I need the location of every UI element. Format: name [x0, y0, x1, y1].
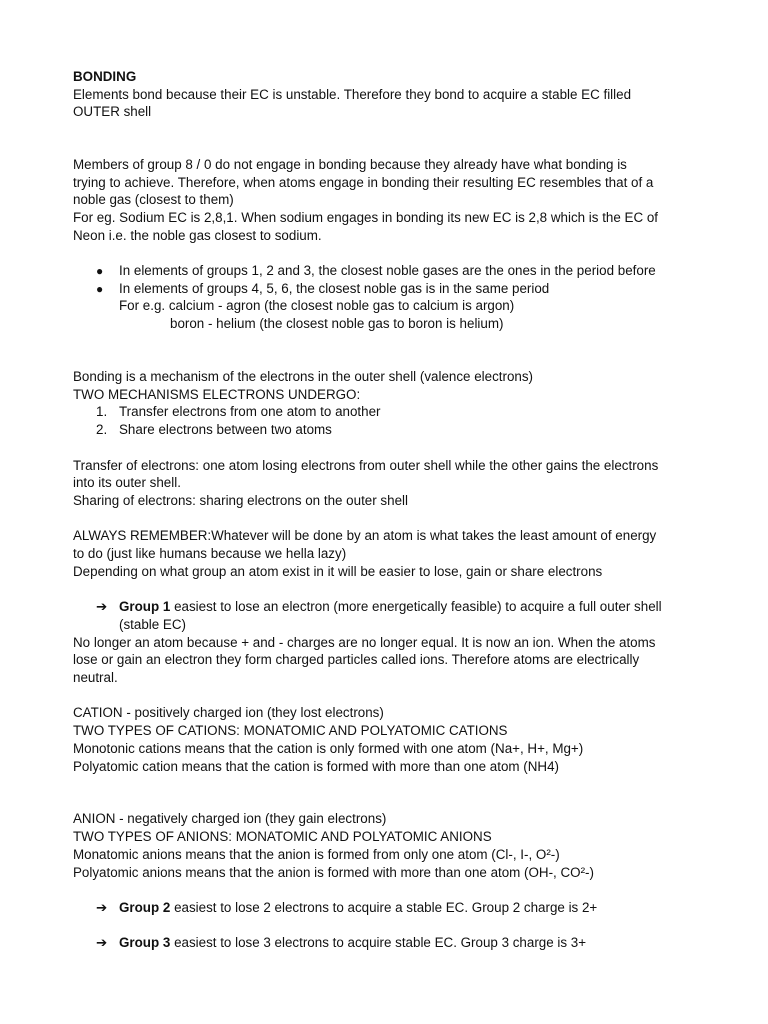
ion-line-1: No longer an atom because + and - charges are no longer equal. It is now an ion. When the atoms — [73, 635, 656, 650]
bullet-icon: ● — [96, 282, 104, 296]
numbered-item-1: Transfer electrons from one atom to another — [119, 404, 381, 419]
ion-line-2: lose or gain an electron they form charged particles called ions. Therefore atoms are electrically — [73, 652, 640, 667]
bullet-item-1: In elements of groups 1, 2 and 3, the closest noble gases are the ones in the period before — [119, 263, 656, 278]
anion-line-1: ANION - negatively charged ion (they gain electrons) — [73, 811, 387, 826]
mechanism-heading: TWO MECHANISMS ELECTRONS UNDERGO: — [73, 387, 361, 402]
arrow-icon: ➔ — [96, 599, 108, 614]
remember-line-3: Depending on what group an atom exist in it will be easier to lose, gain or share electrons — [73, 564, 603, 579]
cation-line-2: TWO TYPES OF CATIONS: MONATOMIC AND POLYATOMIC CATIONS — [73, 723, 508, 738]
remember-line-1: ALWAYS REMEMBER:Whatever will be done by an atom is what takes the least amount of energy — [73, 528, 657, 543]
example-line-2: boron - helium (the closest noble gas to boron is helium) — [170, 316, 504, 331]
group2-line — [119, 899, 597, 917]
anion-line-4: Polyatomic anions means that the anion is formed with more than one atom (OH-, CO²-) — [73, 865, 594, 880]
group1-continuation: (stable EC) — [119, 617, 186, 632]
list-number: 2. — [96, 422, 108, 437]
group1-line — [119, 598, 662, 616]
anion-line-2: TWO TYPES OF ANIONS: MONATOMIC AND POLYATOMIC ANIONS — [73, 829, 492, 844]
group8-line-5: Neon i.e. the noble gas closest to sodium. — [73, 228, 322, 243]
cation-line-4: Polyatomic cation means that the cation is formed with more than one atom (NH4) — [73, 759, 560, 774]
mechanism-line-1: Bonding is a mechanism of the electrons in the outer shell (valence electrons) — [73, 369, 533, 384]
group3-line — [119, 934, 586, 952]
numbered-item-2: Share electrons between two atoms — [119, 422, 332, 437]
anion-line-3: Monatomic anions means that the anion is formed from only one atom (Cl-, I-, O²-) — [73, 847, 560, 862]
group8-line-4: For eg. Sodium EC is 2,8,1. When sodium engages in bonding its new EC is 2,8 which is the EC of — [73, 210, 659, 225]
list-number: 1. — [96, 404, 108, 419]
example-line-1: For e.g. calcium - agron (the closest noble gas to calcium is argon) — [119, 298, 515, 313]
arrow-icon: ➔ — [96, 900, 108, 915]
transfer-line-2: into its outer shell. — [73, 475, 181, 490]
cation-line-3: Monotonic cations means that the cation is only formed with one atom (Na+, H+, Mg+) — [73, 741, 584, 756]
intro-line-2: OUTER shell — [73, 104, 152, 119]
group2-label: Group 2 — [119, 900, 171, 915]
bullet-item-2: In elements of groups 4, 5, 6, the closest noble gas is in the same period — [119, 281, 550, 296]
group8-line-3: noble gas (closest to them) — [73, 192, 234, 207]
group2-text: easiest to lose 2 electrons to acquire a stable EC. Group 2 charge is 2+ — [170, 900, 598, 915]
group3-label: Group 3 — [119, 935, 171, 950]
group3-text: easiest to lose 3 electrons to acquire stable EC. Group 3 charge is 3+ — [170, 935, 587, 950]
arrow-icon: ➔ — [96, 935, 108, 950]
cation-line-1: CATION - positively charged ion (they lost electrons) — [73, 705, 384, 720]
group8-line-1: Members of group 8 / 0 do not engage in bonding because they already have what bonding is — [73, 157, 627, 172]
transfer-line-1: Transfer of electrons: one atom losing electrons from outer shell while the other gains the electrons — [73, 458, 659, 473]
group1-text: easiest to lose an electron (more energetically feasible) to acquire a full outer shell — [170, 599, 662, 614]
intro-line-1: Elements bond because their EC is unstable. Therefore they bond to acquire a stable EC filled — [73, 87, 632, 102]
doc-title: BONDING — [73, 69, 137, 84]
remember-line-2: to do (just like humans because we hella lazy) — [73, 546, 347, 561]
ion-line-3: neutral. — [73, 670, 118, 685]
sharing-line: Sharing of electrons: sharing electrons on the outer shell — [73, 493, 408, 508]
group1-label: Group 1 — [119, 599, 171, 614]
bullet-icon: ● — [96, 264, 104, 278]
group8-line-2: trying to achieve. Therefore, when atoms engage in bonding their resulting EC resembles that of a — [73, 175, 654, 190]
